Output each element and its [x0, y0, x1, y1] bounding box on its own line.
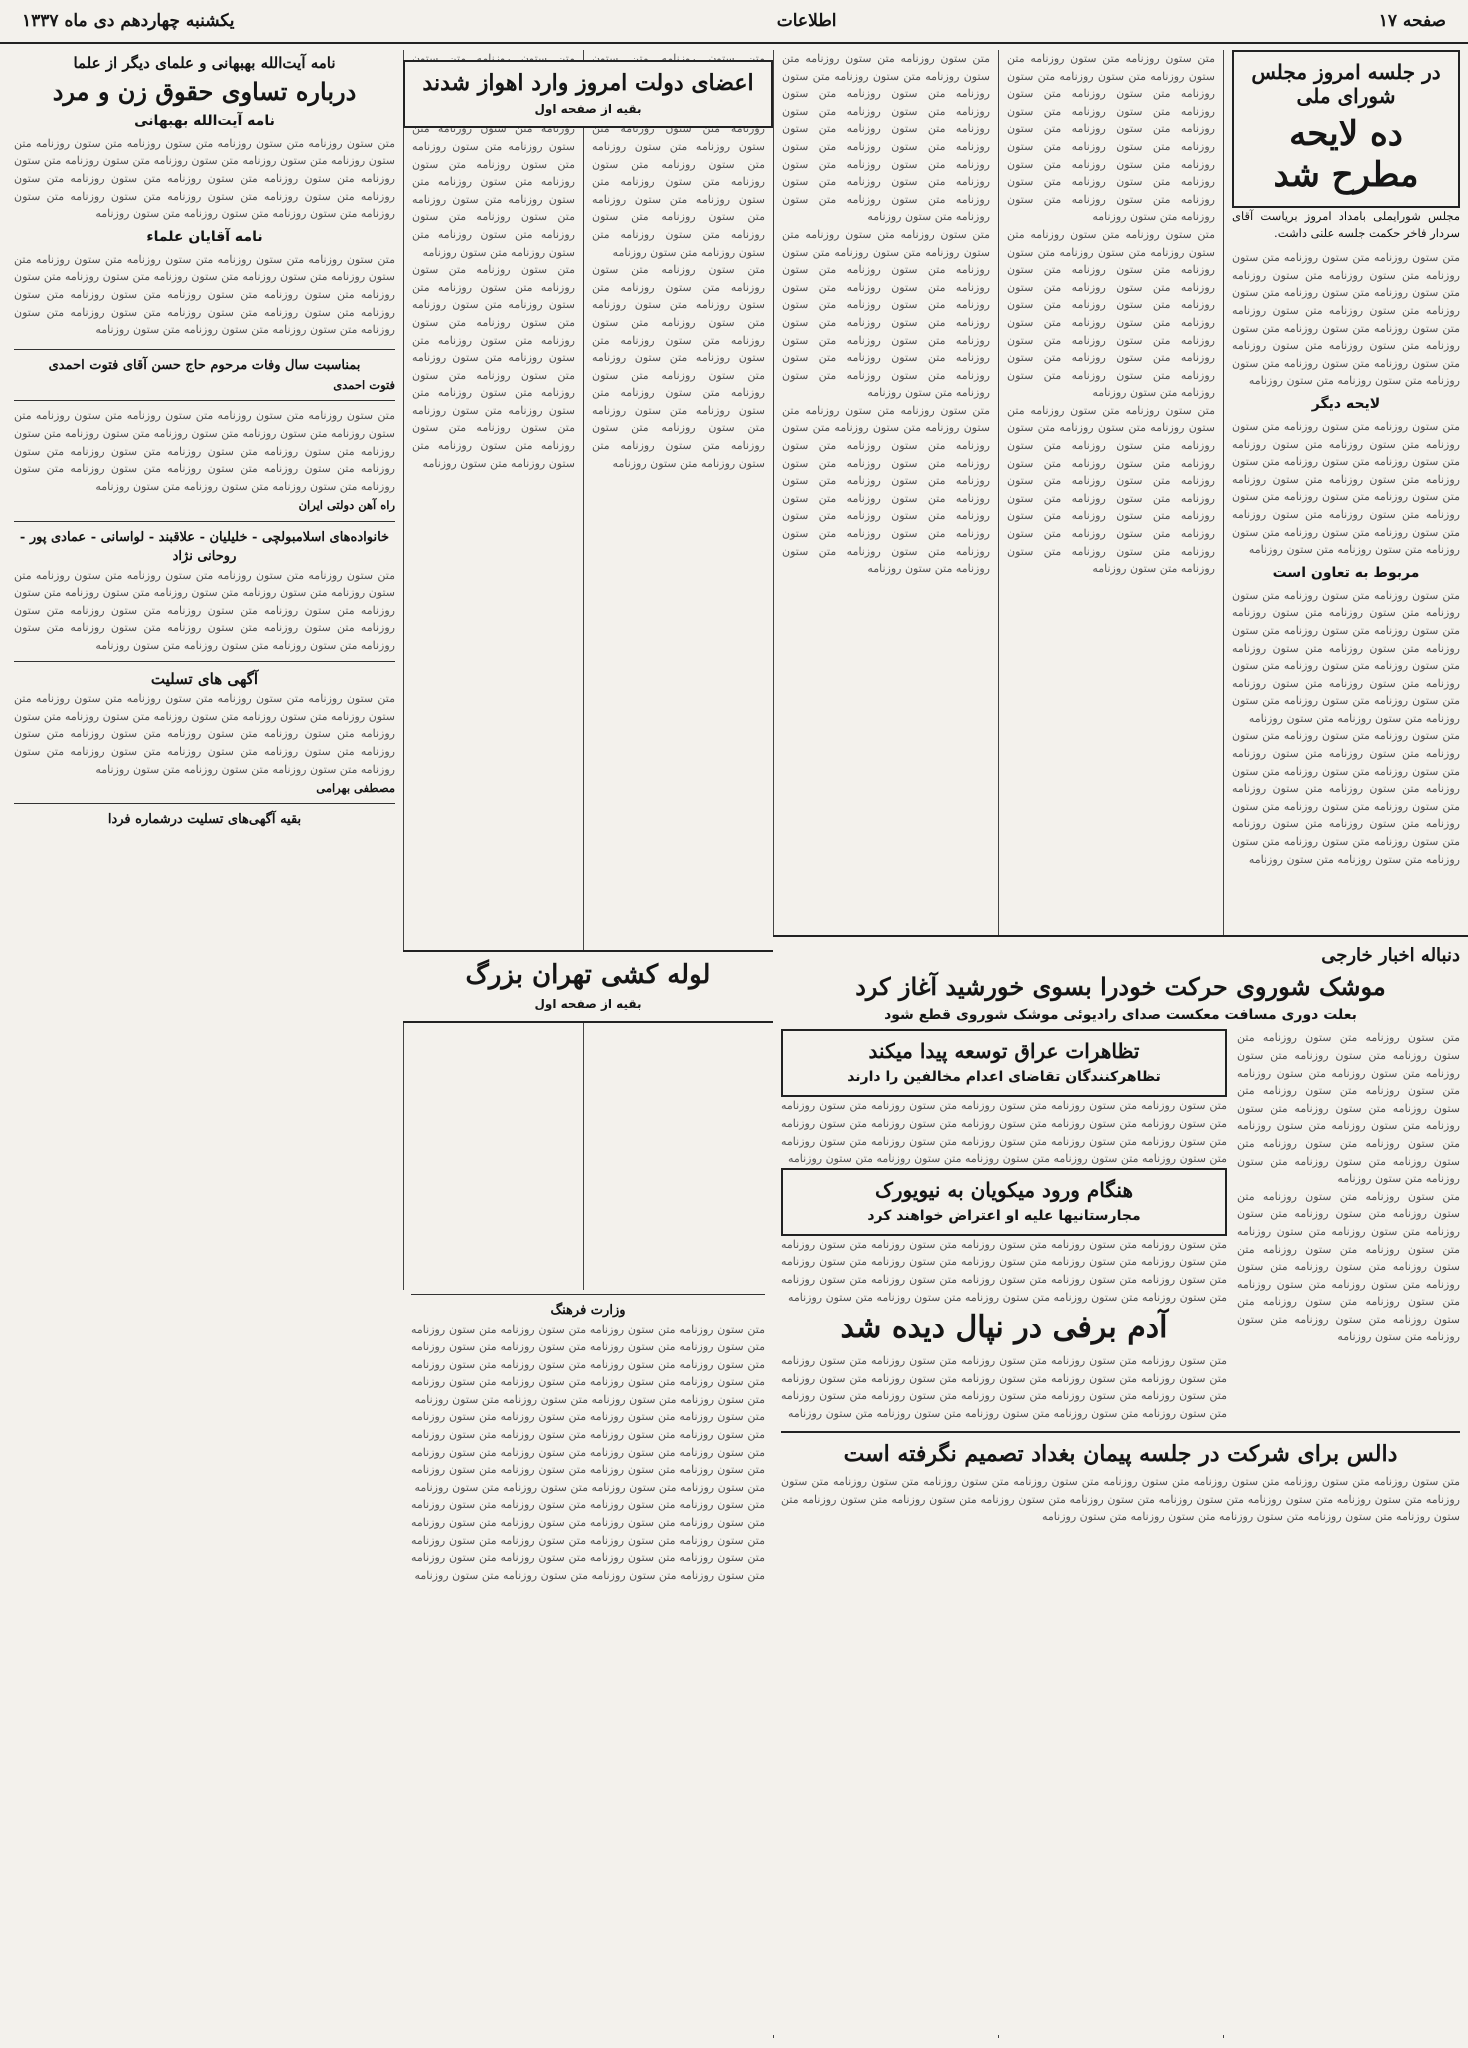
notice-footer — [14, 803, 395, 836]
culture-notices — [403, 1290, 773, 2038]
mikoyan-headline-box — [781, 1168, 1227, 1236]
column-2-body-2 — [1007, 226, 1215, 402]
majlis-body-4 — [1232, 727, 1460, 868]
behbahani-headline: درباره تساوی حقوق زن و مرد — [52, 77, 357, 106]
iraq-body — [781, 1097, 1227, 1167]
rocket-story — [1237, 1029, 1460, 1422]
iraq-headline-box — [781, 1029, 1227, 1097]
culture-title: وزارت فرهنگ — [550, 1303, 626, 1318]
members-headline: اعضای دولت امروز وارد اهواز شدند — [422, 70, 754, 96]
culture-body-2 — [411, 1408, 765, 1496]
foreign-news-banner: دنباله اخبار خارجی — [1321, 945, 1460, 966]
iraq-headline: تظاهرات عراق توسعه پیدا میکند — [868, 1039, 1140, 1064]
behbahani-body-2 — [14, 251, 395, 339]
page-number: صفحه ۱۷ — [1378, 11, 1446, 31]
paper-name: اطلاعات — [776, 11, 837, 31]
members-headline-box — [403, 60, 773, 128]
majlis-subhead-2: مربوط به تعاون است — [1272, 564, 1420, 581]
majlis-body-3 — [1232, 587, 1460, 728]
rocket-subhead: بعلت دوری مسافت معکست صدای رادیوئی موشک شوروی قطع شود — [884, 1007, 1357, 1024]
majlis-kicker: در جلسه امروز مجلس شورای ملی — [1251, 60, 1441, 108]
behbahani-body — [14, 135, 395, 223]
column-3-body — [782, 50, 990, 226]
metro-headline: لوله کشی تهران بزرگ — [465, 960, 711, 990]
notice-footer-text: بقیه آگهی‌های تسلیت درشماره فردا — [107, 812, 302, 828]
majlis-body — [1232, 249, 1460, 390]
column-5-body-2 — [412, 261, 575, 472]
notice-families-body — [14, 567, 395, 655]
culture-notice — [411, 1294, 765, 1590]
behbahani-subhead-1: نامه آیت‌الله بهبهانی — [134, 112, 275, 129]
column-2-body — [1007, 50, 1215, 226]
notice-families-title: خانواده‌های اسلامبولچی - خلیلیان - علاقبند - لواسانی - عمادی پور - روحانی نژاد — [19, 529, 390, 565]
metro-headline-box — [403, 950, 773, 1023]
majlis-lead: مجلس شورایملی بامداد امروز بریاست آقای سردار فاخر حکمت جلسه علنی داشت. — [1232, 208, 1460, 241]
divider — [781, 1431, 1460, 1433]
mikoyan-body — [781, 1236, 1227, 1306]
mikoyan-subhead: مجارستانیها علیه او اعتراض خواهند کرد — [867, 1207, 1141, 1224]
notice-families — [14, 521, 395, 661]
dulles-headline: دالس برای شرکت در جلسه پیمان بغداد تصمیم نگرفته است — [843, 1440, 1398, 1467]
column-3-body-2 — [782, 226, 990, 402]
behbahani-kicker: نامه آیت‌الله بهبهانی و علمای دیگر از علما — [73, 54, 336, 72]
rocket-story-body — [1237, 1029, 1460, 1187]
majlis-headline: ده لایحه مطرح شد — [1273, 114, 1419, 195]
column-4-body-2 — [592, 261, 765, 472]
notice-railway-sign: راه آهن دولتی ایران — [298, 498, 395, 513]
foreign-news-block — [773, 935, 1468, 2035]
foreign-news-columns — [781, 1029, 1460, 1422]
majlis-body-2 — [1232, 418, 1460, 559]
metro-continuation: بقیه از صفحه اول — [534, 997, 642, 1012]
dulles-body — [781, 1473, 1460, 1526]
condolence-title: آگهی های تسلیت — [150, 669, 259, 688]
culture-body — [411, 1321, 765, 1409]
iraq-subhead: تظاهرکنندگان تقاضای اعدام مخالفین را دارند — [847, 1069, 1161, 1086]
notice-fotovvat — [14, 349, 395, 401]
condolence-body — [14, 690, 395, 778]
rocket-story-body-2 — [1237, 1188, 1460, 1346]
issue-date: یکشنبه چهاردهم دی ماه ۱۳۳۷ — [22, 11, 235, 31]
rocket-headline: موشک شوروی حرکت خودرا بسوی خورشید آغاز کرد — [855, 971, 1386, 1001]
notice-fotovvat-title: بمناسبت سال وفات مرحوم حاج حسن آقای فتوت احمدی — [48, 357, 361, 373]
snowman-headline: آدم برفی در نپال دیده شد — [840, 1310, 1168, 1346]
column-3-body-3 — [782, 402, 990, 578]
masthead — [0, 0, 1468, 44]
majlis-headline-box — [1232, 50, 1460, 208]
notice-railway-body — [14, 407, 395, 495]
iraq-mikoyan-stories — [781, 1029, 1227, 1422]
mikoyan-headline: هنگام ورود میکویان به نیویورک — [875, 1177, 1133, 1202]
behbahani-subhead-2: نامه آقایان علماء — [146, 228, 263, 245]
members-continuation: بقیه از صفحه اول — [534, 102, 642, 117]
snowman-body — [781, 1352, 1227, 1422]
column-2-body-3 — [1007, 402, 1215, 578]
majlis-subhead-1: لایحه دیگر — [1311, 395, 1381, 412]
culture-body-3 — [411, 1496, 765, 1584]
condolence-sign: مصطفی بهرامی — [316, 781, 395, 796]
notice-railway — [14, 400, 395, 520]
notice-fotovvat-sign: فتوت احمدی — [333, 378, 395, 393]
column-behbahani — [0, 50, 403, 2038]
condolence-section — [14, 661, 395, 804]
